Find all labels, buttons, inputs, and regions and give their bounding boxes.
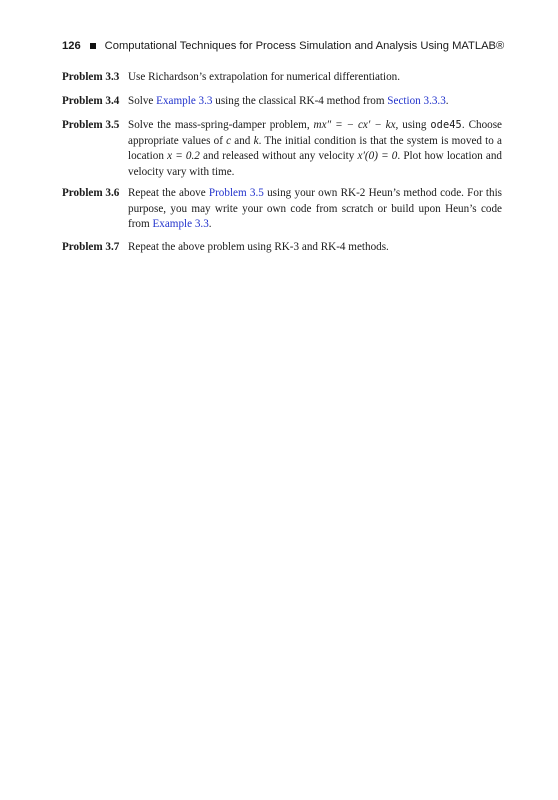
problem-label: Problem 3.4 [62,95,120,107]
problem-3-6 [62,186,502,234]
problem-text [128,94,502,110]
section-3-3-3-link[interactable]: Section 3.3.3 [387,95,446,107]
problem-label: Problem 3.6 [62,187,120,199]
problem-3-3 [62,70,502,86]
mass-spring-equation: mx″ = − cx′ − kx, [313,119,399,131]
problem-text-prefix: Solve [128,95,157,107]
problem-body-2: . The initial condition is that the system is moved to a location [128,134,503,163]
using-text: using [398,119,431,131]
problem-label: Problem 3.7 [62,241,120,253]
initial-velocity-equation: x′(0) = 0 [357,150,398,163]
problem-text-middle: using your own RK-2 Heun’s method code. For this purpose, you may write your own code from scratch or build upon Heun’s code from [128,187,502,231]
problem-text-suffix: . [208,218,212,231]
black-square-icon [90,43,96,49]
example-3-3-link[interactable]: Example 3.3 [156,95,213,107]
problem-label: Problem 3.3 [62,71,120,83]
problem-text-middle: using the classical RK-4 method from [212,95,388,107]
problem-text: Use Richardson’s extrapolation for numerical differentiation. [128,71,401,83]
problem-3-4 [62,94,502,110]
problem-text-suffix: . [445,95,449,107]
problem-text-prefix: Repeat the above [128,187,209,199]
problem-intro: Solve the mass-spring-damper problem, [128,119,314,131]
problem-body-1: Choose appropriate values of [128,119,502,147]
problem-label: Problem 3.5 [62,119,120,131]
page-number: 126 [62,40,81,52]
problem-3-5-link[interactable]: Problem 3.5 [208,187,264,199]
ode45-code: ode45 [430,119,462,131]
problem-text [128,118,502,181]
problem-3-7 [62,240,502,256]
problem-3-5 [62,118,502,182]
example-3-3-link[interactable]: Example 3.3 [152,218,209,231]
problem-text [128,186,502,233]
and-text: and [231,134,254,147]
problem-body-4: . Plot how location and velocity vary with time. [128,150,502,179]
problem-text: Repeat the above problem using RK-3 and RK-4 methods. [128,241,389,253]
book-title: Computational Techniques for Process Simulation and Analysis Using MATLAB® [104,40,505,52]
variable-k: k [253,134,259,147]
problem-body-3: and released without any velocity [199,150,358,163]
running-header [62,38,512,54]
code-punctuation: . [461,119,465,131]
initial-location-equation: x = 0.2 [167,150,200,163]
variable-c: c [226,134,232,147]
